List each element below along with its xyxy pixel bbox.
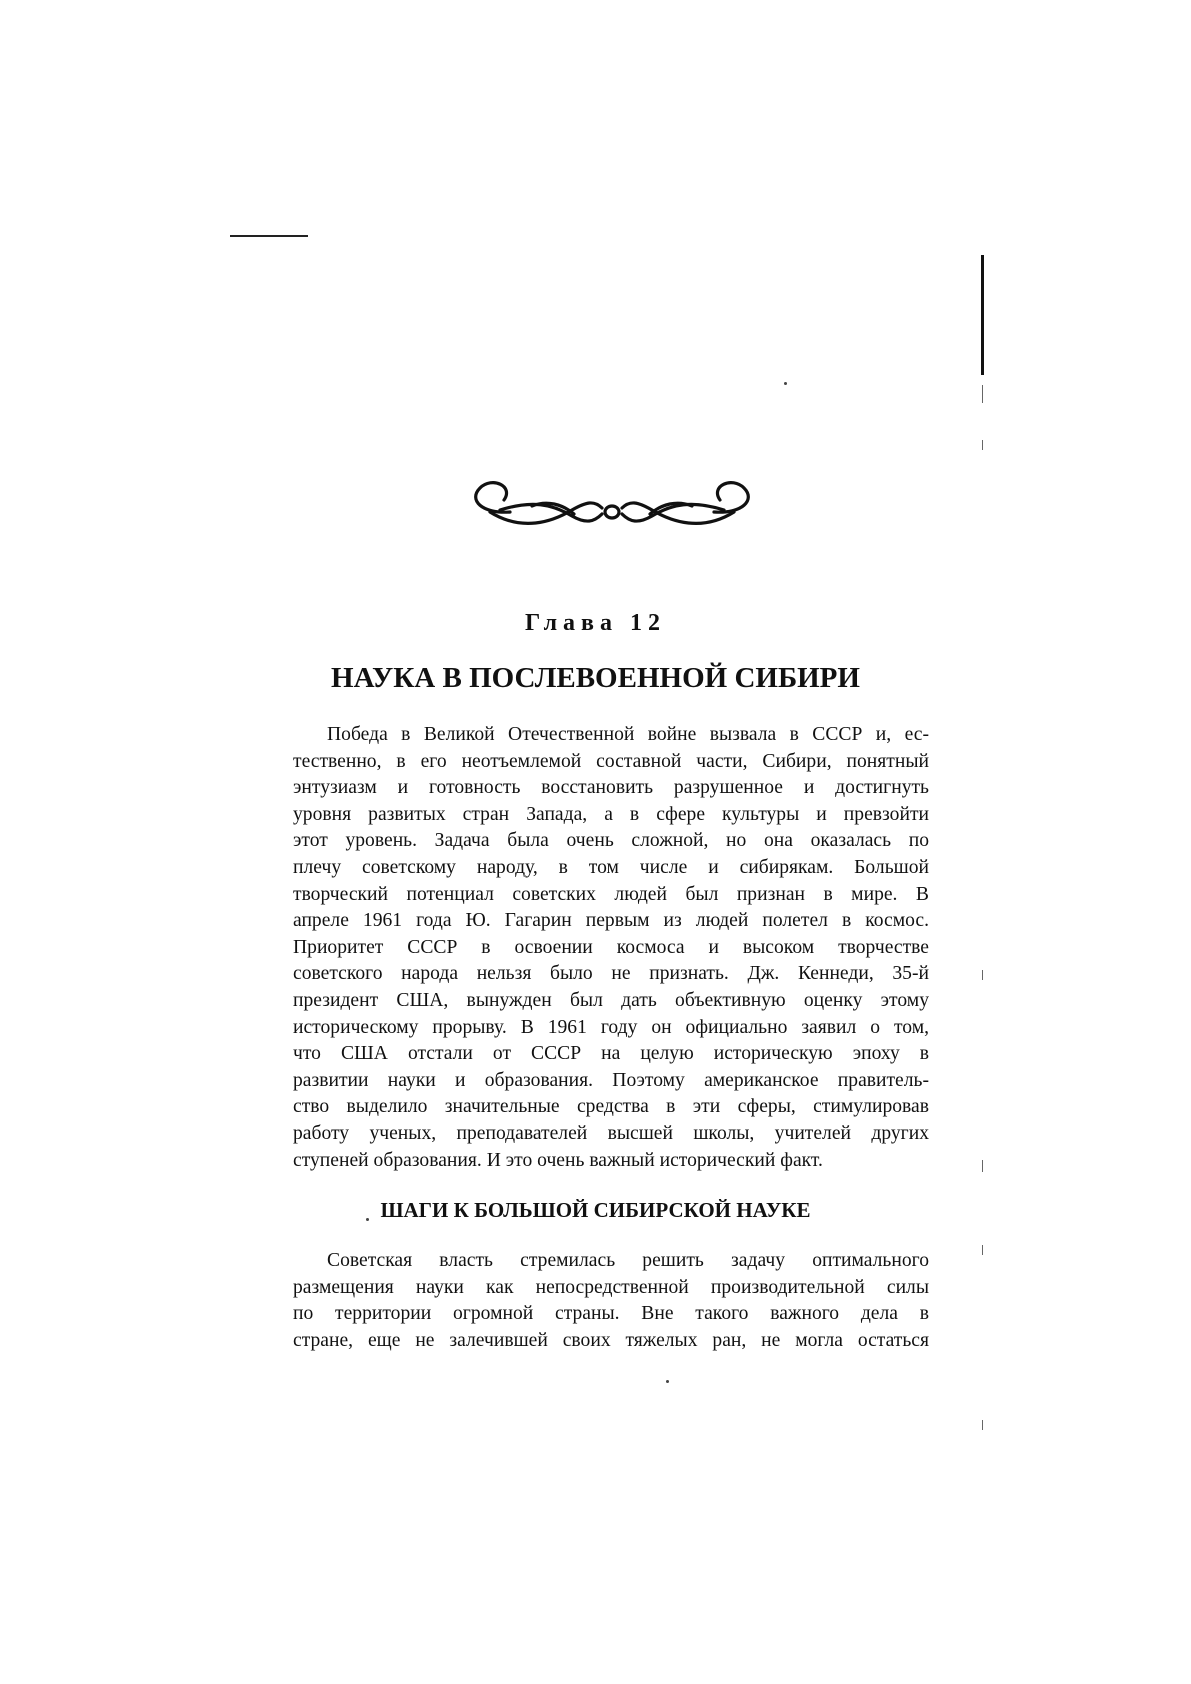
section-paragraph [293,1248,929,1354]
text-line: историческому прорыву. В 1961 году он официально заявил о том, [293,1016,929,1038]
text-line: творческий потенциал советских людей был признан в мире. В [293,883,929,905]
text-line: по территории огромной страны. Вне такого важного дела в [293,1303,929,1325]
text-line: Советская власть стремилась решить задачу оптимального [327,1250,929,1271]
chapter-title: НАУКА В ПОСЛЕВОЕННОЙ СИБИРИ [331,662,860,694]
page-edge-tick [982,970,983,980]
page-edge-bar [981,255,984,375]
text-line: тественно, в его неотъемлемой составной части, Сибири, понятный [293,750,929,772]
text-line: плечу советскому народу, в том числе и сибирякам. Большой [293,856,929,878]
text-line: работу ученых, преподавателей высшей школы, учителей других [293,1122,929,1144]
page-edge-tick [982,1245,983,1255]
text-line: развитии науки и образования. Поэтому американское правитель- [293,1069,929,1091]
text-line: советского народа нельзя было не признать. Дж. Кеннеди, 35-й [293,963,929,985]
text-line: ство выделило значительные средства в эти сферы, стимулировав [293,1096,929,1118]
text-line: Приоритет СССР в освоении космоса и высоком творчестве [293,936,929,958]
ornament-flourish [462,470,762,550]
text-line: уровня развитых стран Запада, а в сфере культуры и превзойти [293,803,929,825]
text-line: размещения науки как непосредственной производительной силы [293,1276,929,1298]
page-edge-tick [982,385,983,403]
page-edge-tick [982,1420,983,1430]
text-line: стране, еще не залечившей своих тяжелых ран, не могла остаться [293,1329,929,1351]
text-line: энтузиазм и готовность восстановить разрушенное и достигнуть [293,777,929,799]
scan-speck [666,1380,669,1383]
intro-paragraph [293,722,929,1174]
text-line: президент США, вынужден был дать объективную оценку этому [293,989,929,1011]
text-line: апреле 1961 года Ю. Гагарин первым из людей полетел в космос. [293,910,929,932]
top-rule [230,235,308,237]
text-line: этот уровень. Задача была очень сложной, но она оказалась по [293,830,929,852]
scan-speck [784,382,787,385]
text-line: ступеней образования. И это очень важный исторический факт. [293,1149,823,1171]
text-line: Победа в Великой Отечественной войне вызвала в СССР и, ес- [327,724,929,745]
chapter-label: Глава 12 [525,610,666,636]
page-edge-tick [982,440,983,450]
text-line: что США отстали от СССР на целую историческую эпоху в [293,1043,929,1065]
section-title: ШАГИ К БОЛЬШОЙ СИБИРСКОЙ НАУКЕ [380,1198,811,1222]
page-edge-tick [982,1160,983,1172]
